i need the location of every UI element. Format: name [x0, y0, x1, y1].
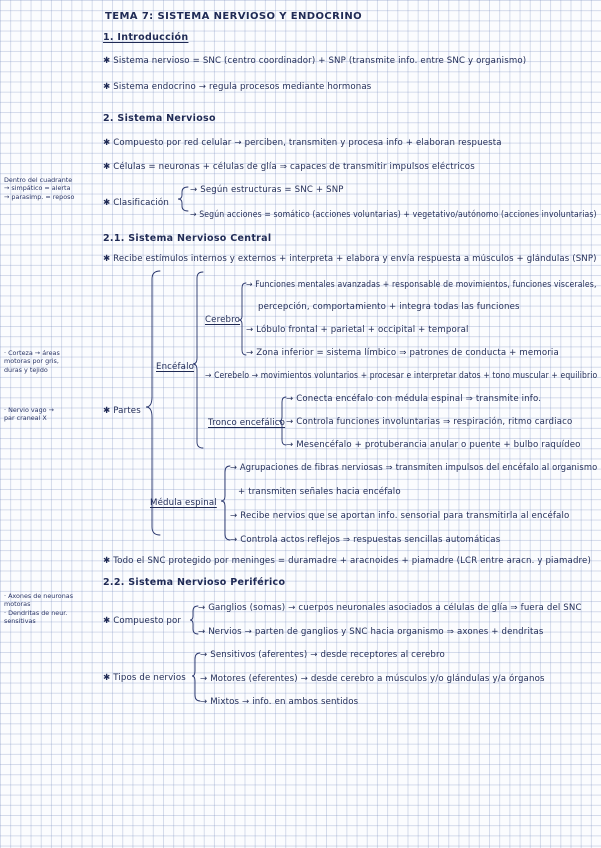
cerebro-line-1: → Funciones mentales avanzadas + responsable de movimientos, funciones viscerales, — [246, 280, 597, 290]
encefalo-label: Encéfalo — [156, 362, 195, 372]
tipo-motores: → Motores (eferentes) → desde cerebro a músculos y/o glándulas y/a órganos — [200, 674, 545, 684]
cerebro-line-3: → Lóbulo frontal + parietal + occipital + temporal — [246, 325, 469, 335]
intro-line-1: ✱ Sistema nervioso = SNC (centro coordinador) + SNP (transmite info. entre SNC y organismo) — [103, 56, 527, 66]
cerebro-label: Cerebro — [205, 315, 241, 325]
margin-note-corteza: · Corteza → áreas motoras por gris, duras y tejido — [4, 349, 60, 374]
margin-note-vago: · Nervio vago → par craneal X — [4, 406, 54, 423]
nervios-line: → Nervios → parten de ganglios y SNC hacia organismo ⇒ axones + dendritas — [198, 627, 544, 637]
medula-line-4: → Controla actos reflejos ⇒ respuestas sencillas automáticas — [230, 535, 501, 545]
medula-line-2: + transmiten señales hacia encéfalo — [238, 487, 401, 497]
ganglios-line: → Ganglios (somas) → cuerpos neuronales asociados a células de glía ⇒ fuera del SNC — [198, 603, 582, 613]
clasificacion-estructuras: → Según estructuras = SNC + SNP — [190, 185, 344, 195]
section-1-heading: 1. Introducción — [103, 32, 189, 43]
tronco-line-1: → Conecta encéfalo con médula espinal ⇒ transmite info. — [286, 394, 542, 404]
tronco-line-2: → Controla funciones involuntarias ⇒ respiración, ritmo cardiaco — [286, 417, 573, 427]
medula-line-3: → Recibe nervios que se aportan info. sensorial para transmitirla al encéfalo — [230, 511, 570, 521]
cerebro-line-2: percepción, comportamiento + integra todas las funciones — [258, 302, 520, 312]
cerebro-line-4: → Zona inferior = sistema límbico ⇒ patrones de conducta + memoria — [246, 348, 559, 358]
medula-label: Médula espinal — [150, 498, 217, 508]
sn-line-2: ✱ Células = neuronas + células de glía ⇒ capaces de transmitir impulsos eléctricos — [103, 162, 475, 172]
meninges-line: ✱ Todo el SNC protegido por meninges = duramadre + aracnoides + piamadre (LCR entre aracn. y piamadre) — [103, 556, 591, 566]
tipo-sensitivos: → Sensitivos (aferentes) → desde receptores al cerebro — [200, 650, 445, 660]
section-2-heading: 2. Sistema Nervioso — [103, 113, 216, 124]
clasificacion-label: ✱ Clasificación — [103, 198, 169, 208]
tipos-label: ✱ Tipos de nervios — [103, 673, 186, 683]
section-22-heading: 2.2. Sistema Nervioso Periférico — [103, 577, 286, 588]
cerebelo-line: → Cerebelo → movimientos voluntarios + procesar e interpretar datos + tono muscular + equilibrio — [205, 371, 598, 381]
intro-line-2: ✱ Sistema endocrino → regula procesos mediante hormonas — [103, 82, 372, 92]
medula-line-1: → Agrupaciones de fibras nerviosas ⇒ transmiten impulsos del encéfalo al organismo — [230, 463, 598, 473]
tronco-line-3: → Mesencéfalo + protuberancia anular o puente + bulbo raquídeo — [286, 440, 581, 450]
sn-line-1: ✱ Compuesto por red celular → perciben, transmiten y procesa info + elaboran respuesta — [103, 138, 502, 148]
clasificacion-acciones: → Según acciones = somático (acciones voluntarias) + vegetativo/autónomo (acciones involuntarias) — [190, 210, 597, 220]
snc-recibe: ✱ Recibe estímulos internos y externos + interpreta + elabora y envía respuesta a músculos + glándulas (SNP) — [103, 254, 597, 264]
section-21-heading: 2.1. Sistema Nervioso Central — [103, 233, 272, 244]
tronco-label: Tronco encefálico — [208, 418, 286, 428]
page-title: TEMA 7: SISTEMA NERVIOSO Y ENDOCRINO — [105, 11, 363, 22]
compuesto-label: ✱ Compuesto por — [103, 616, 182, 626]
tipo-mixtos: → Mixtos → info. en ambos sentidos — [200, 697, 359, 707]
margin-note-simpatico: Dentro del cuadrante → simpático = alerta → parasimp. = reposo — [4, 176, 75, 201]
partes-label: ✱ Partes — [103, 406, 141, 416]
margin-note-axones: · Axones de neuronas motoras · Dendritas de neur. sensitivas — [4, 592, 74, 625]
